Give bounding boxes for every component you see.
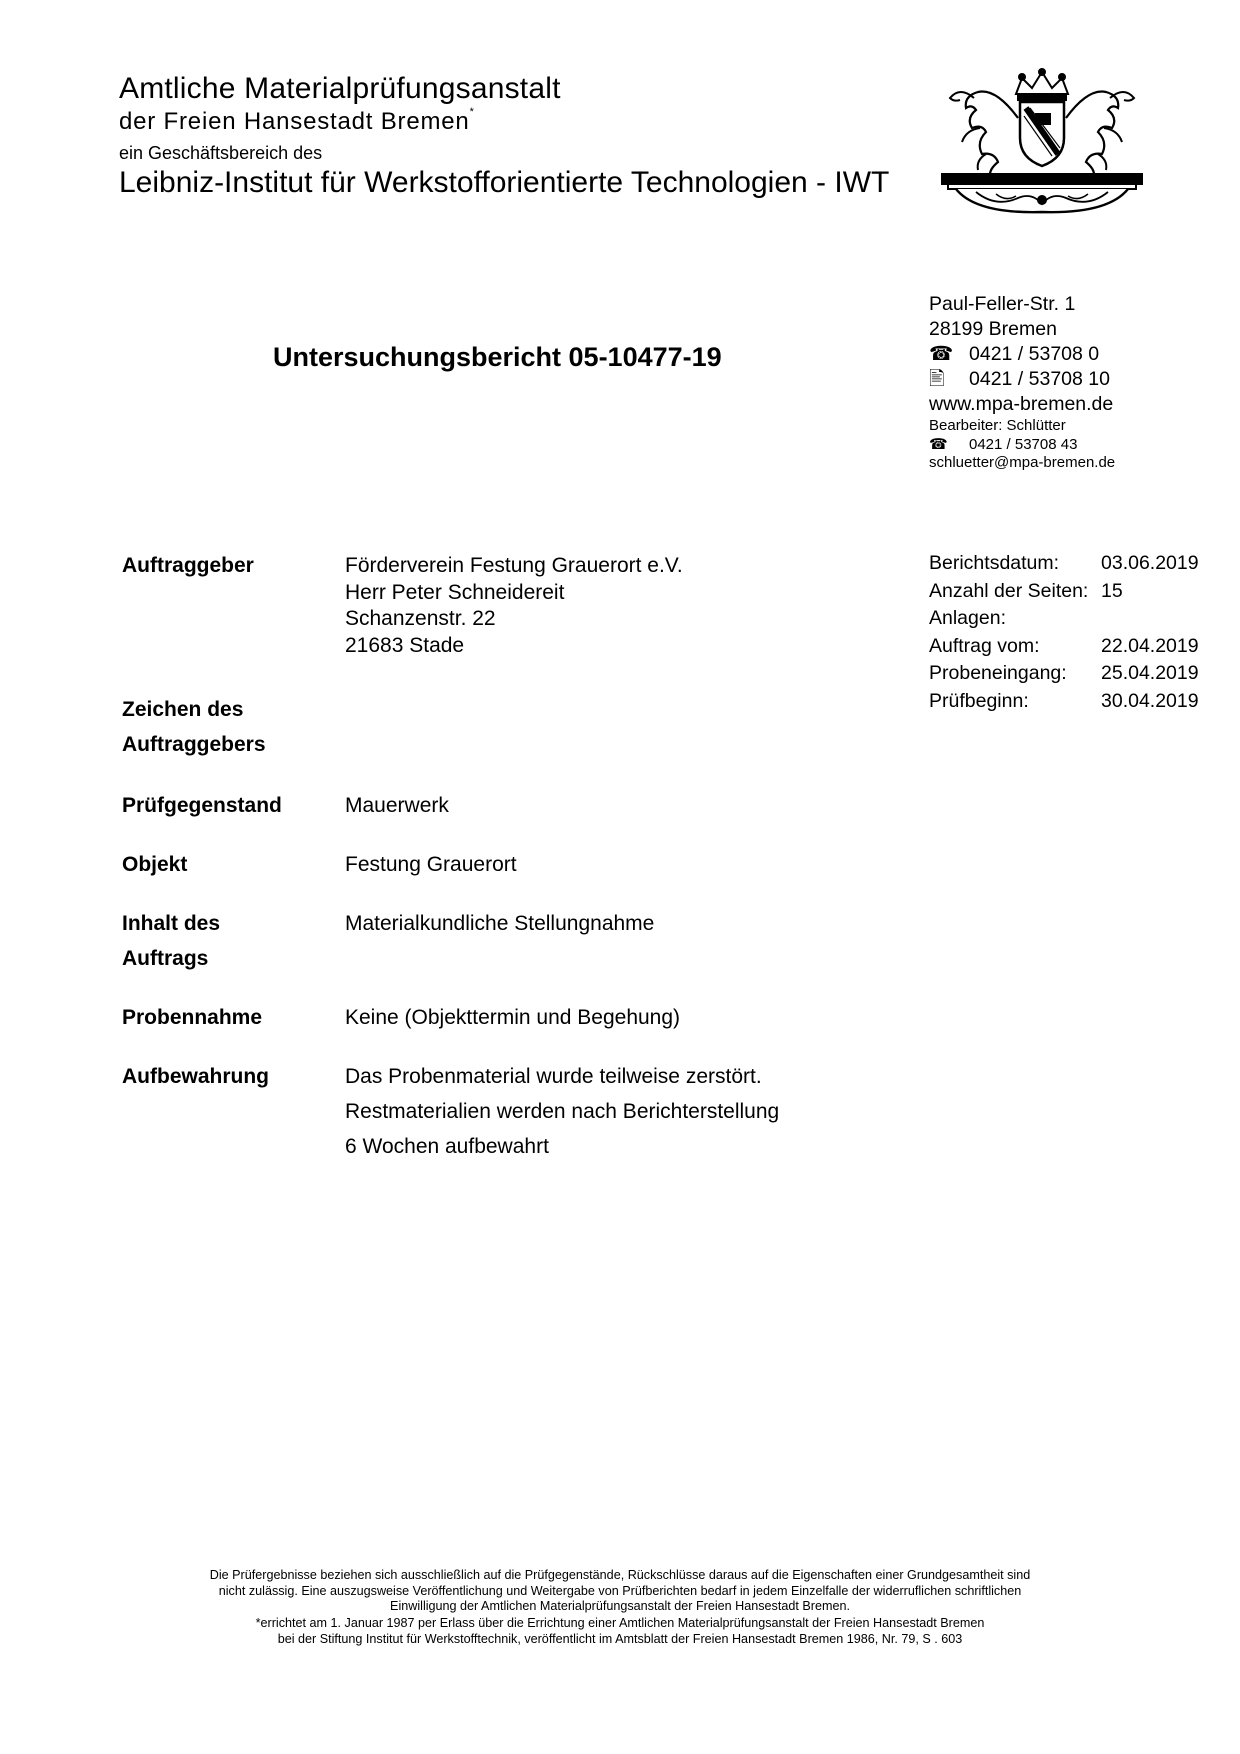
footer-disclaimer: Die Prüfergebnisse beziehen sich ausschließlich auf die Prüfgegenstände, Rückschlüsse daraus auf die Eigenschaften einer Grundgesamtheit sind nicht zulässig. Eine auszugsweise Veröffentlichung und Weitergabe von Prüfberichten bedarf in jedem Einzelfalle der widerruflichen schriftlichen Einwilligung der Amtlichen Materialprüfungsanstalt der Freien Hansestadt Bremen. xyxy=(209,1568,1031,1613)
institute-name: Amtliche Materialprüfungsanstalt xyxy=(119,72,561,105)
contact-street: Paul-Feller-Str. 1 xyxy=(929,293,1076,315)
client-street: Schanzenstr. 22 xyxy=(345,607,496,630)
test-object-label: Prüfgegenstand xyxy=(122,794,282,817)
telephone-icon: ☎ xyxy=(929,343,954,365)
contact-fax: 🖹 0421 / 53708 10 xyxy=(929,368,1110,390)
bremen-coat-of-arms-logo xyxy=(936,68,1148,214)
sampling-label: Probennahme xyxy=(122,1006,263,1029)
contact-bearbeiter: Bearbeiter: Schlütter xyxy=(929,417,1066,434)
object-value: Festung Grauerort xyxy=(345,853,517,876)
contact-email[interactable]: schluetter@mpa-bremen.de xyxy=(929,454,1116,471)
sampling-value: Keine (Objekttermin und Begehung) xyxy=(345,1006,681,1029)
meta-probeneingang-value: 25.04.2019 xyxy=(1101,662,1199,684)
institute-subtitle: der Freien Hansestadt Bremen* xyxy=(119,106,475,135)
client-label: Auftraggeber xyxy=(122,554,254,577)
contact-website[interactable]: www.mpa-bremen.de xyxy=(929,393,1114,415)
client-name: Förderverein Festung Grauerort e.V. xyxy=(345,554,683,577)
storage-value: Das Probenmaterial wurde teilweise zerstört. Restmaterialien werden nach Berichterstellung 6 Wochen aufbewahrt xyxy=(345,1065,780,1158)
telephone-icon: ☎ xyxy=(929,435,948,453)
meta-auftrag-label: Auftrag vom: xyxy=(929,634,1040,657)
order-content-value: Materialkundliche Stellungnahme xyxy=(345,912,655,935)
meta-anlagen-label: Anlagen: xyxy=(929,607,1006,629)
contact-city: 28199 Bremen xyxy=(929,318,1057,340)
contact-phone: ☎ 0421 / 53708 0 xyxy=(929,343,1100,365)
meta-auftrag-value: 22.04.2019 xyxy=(1101,634,1199,657)
footer-establishment-note: *errichtet am 1. Januar 1987 per Erlass über die Errichtung einer Amtlichen Materialprüfungsanstalt der Freien Hansestadt Bremen bei der Stiftung Institut für Werkstofftechnik, veröffentlicht im Amtsblatt der Freien Hansestadt Bremen 1986, Nr. 79, S . 603 xyxy=(255,1616,985,1646)
meta-berichtsdatum-value: 03.06.2019 xyxy=(1101,552,1199,574)
meta-seiten-value: 15 xyxy=(1101,579,1123,602)
object-label: Objekt xyxy=(122,853,188,876)
meta-pruefbeginn-label: Prüfbeginn: xyxy=(929,689,1029,712)
meta-seiten-label: Anzahl der Seiten: xyxy=(929,579,1089,602)
contact-block xyxy=(929,292,1115,473)
order-content-label: Inhalt des Auftrags xyxy=(122,912,221,970)
client-address xyxy=(345,553,683,659)
contact-bearbeiter-phone: ☎ 0421 / 53708 43 xyxy=(929,435,1078,453)
institute-division-note: ein Geschäftsbereich des xyxy=(119,143,323,163)
parent-institute-name: Leibniz-Institut für Werkstofforientierte Technologien - IWT xyxy=(119,166,890,199)
meta-probeneingang-label: Probeneingang: xyxy=(929,662,1067,684)
report-title: Untersuchungsbericht 05-10477-19 xyxy=(273,342,722,372)
test-object-value: Mauerwerk xyxy=(345,794,449,817)
meta-pruefbeginn-value: 30.04.2019 xyxy=(1101,689,1199,712)
client-city: 21683 Stade xyxy=(345,633,465,657)
client-reference-label: Zeichen des Auftraggebers xyxy=(122,698,266,756)
storage-label: Aufbewahrung xyxy=(122,1065,269,1088)
footnote-mark: * xyxy=(469,106,475,118)
meta-berichtsdatum-label: Berichtsdatum: xyxy=(929,552,1060,574)
fax-document-icon: 🖹 xyxy=(929,368,945,390)
client-contact: Herr Peter Schneidereit xyxy=(345,580,565,604)
